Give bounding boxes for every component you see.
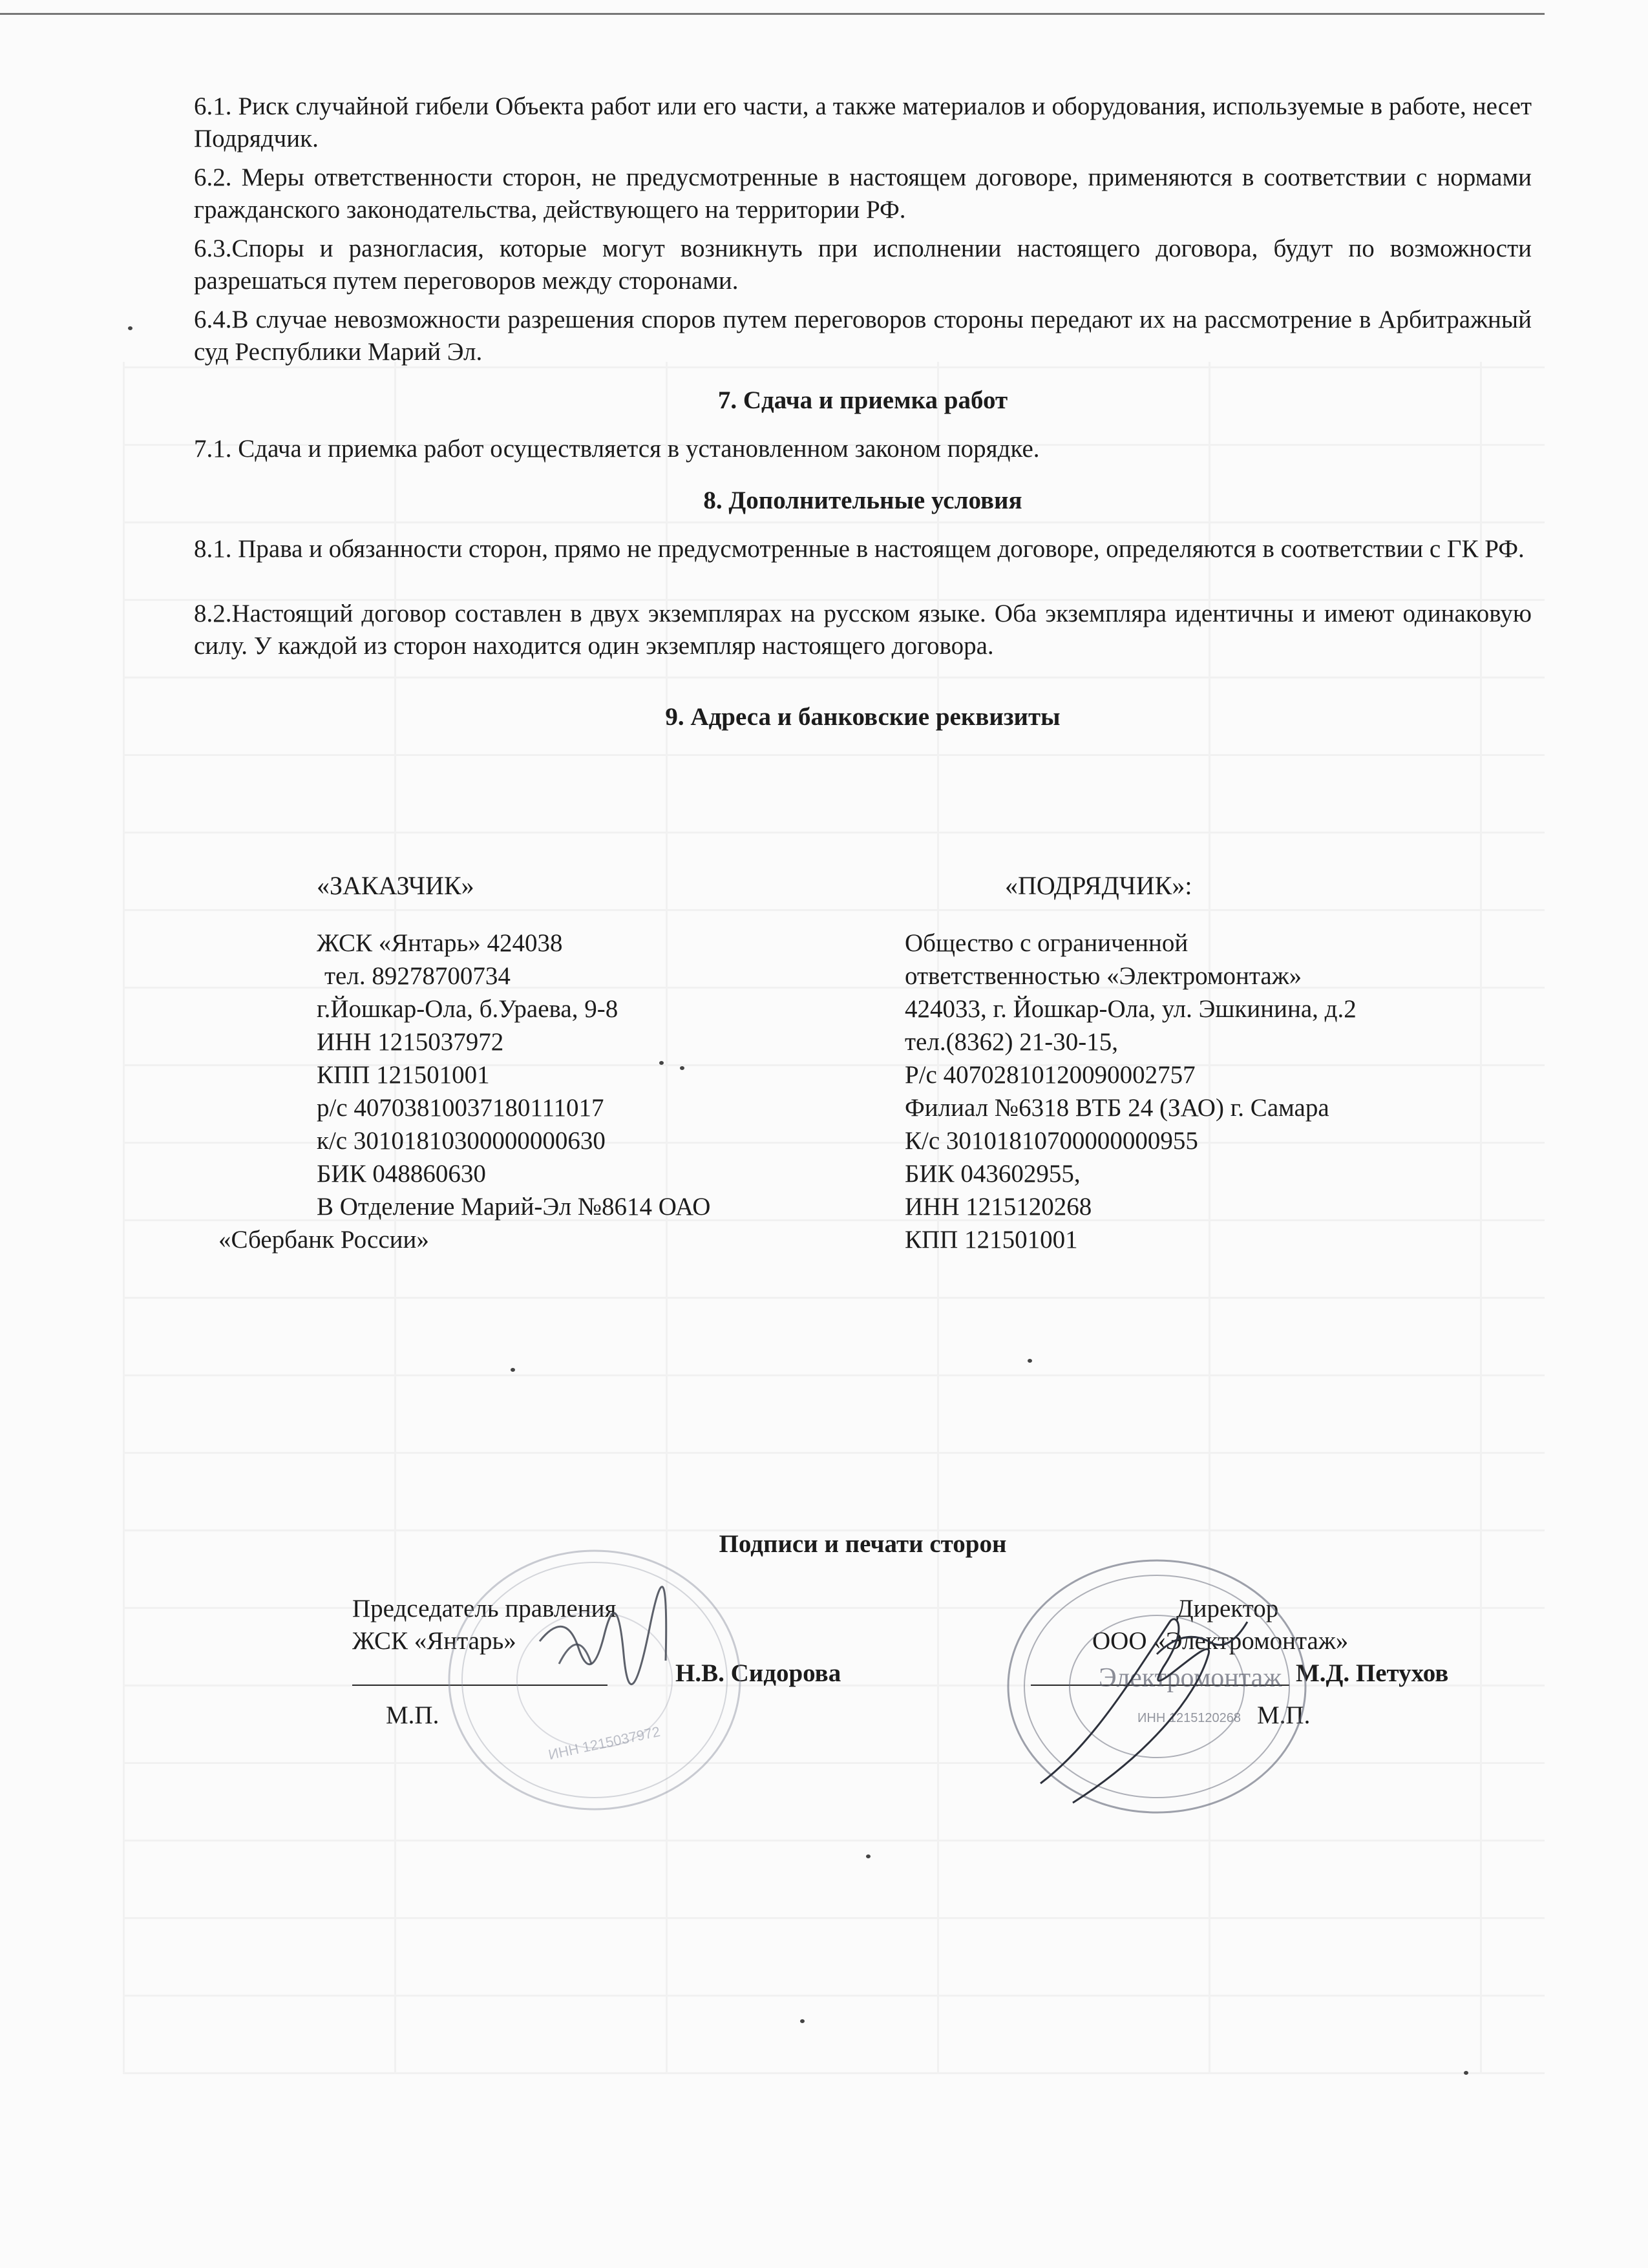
- right-seal-stamp: [1002, 1551, 1312, 1822]
- right-signer-name: М.Д. Петухов: [1296, 1659, 1449, 1687]
- contractor-line: ИНН 1215120268: [905, 1193, 1092, 1221]
- clause-7-1: 7.1. Сдача и приемка работ осуществляется в установленном законом порядке.: [194, 435, 1040, 463]
- section-8-heading: 8. Дополнительные условия: [703, 487, 1022, 514]
- customer-line: р/с 40703810037180111017: [317, 1094, 604, 1122]
- scan-speck: [659, 1061, 664, 1065]
- contractor-block: [905, 869, 1357, 1256]
- contractor-title: «ПОДРЯДЧИК»:: [1005, 871, 1192, 900]
- scan-speck: [511, 1368, 515, 1372]
- customer-line: к/с 30101810300000000630: [317, 1127, 606, 1155]
- right-signer-role: Директор: [1176, 1595, 1279, 1622]
- contractor-line: 424033, г. Йошкар-Ола, ул. Эшкинина, д.2: [905, 995, 1357, 1023]
- left-signer-org: ЖСК «Янтарь»: [352, 1627, 516, 1655]
- signatures-heading: Подписи и печати сторон: [719, 1530, 1007, 1558]
- left-signer-role: Председатель правления: [352, 1595, 617, 1622]
- page-top-rule: [0, 13, 1545, 15]
- clause-8-2: 8.2.Настоящий договор составлен в двух экземплярах на русском языке. Оба экземпляра идентичны и имеют одинаковую силу. У каждой из сторон находится один экземпляр настоящего договора.: [194, 600, 1532, 660]
- left-signer-name: Н.В. Сидорова: [675, 1659, 841, 1687]
- contractor-line: Общество с ограниченной: [905, 929, 1188, 957]
- contractor-line: КПП 121501001: [905, 1226, 1078, 1254]
- customer-line: тел. 89278700734: [324, 962, 511, 990]
- customer-line: ИНН 1215037972: [317, 1028, 504, 1056]
- clause-8-1: 8.1. Права и обязанности сторон, прямо не предусмотренные в настоящем договоре, определяются в соответствии с ГК РФ.: [194, 535, 1525, 563]
- contractor-line: ответственностью «Электромонтаж»: [905, 962, 1302, 990]
- customer-line: КПП 121501001: [317, 1061, 490, 1089]
- left-seal-stamp: [443, 1544, 746, 1816]
- clause-6-1: 6.1. Риск случайной гибели Объекта работ или его части, а также материалов и оборудования, используемые в работе, несет Подрядчик.: [194, 92, 1532, 152]
- customer-line: В Отделение Марий-Эл №8614 ОАО: [317, 1193, 711, 1221]
- customer-line: г.Йошкар-Ола, б.Ураева, 9-8: [317, 995, 618, 1023]
- clause-6-4: 6.4.В случае невозможности разрешения споров путем переговоров стороны передают их на рассмотрение в Арбитражный суд Республики Марий Эл.: [194, 306, 1532, 366]
- contractor-line: Р/с 40702810120090002757: [905, 1061, 1196, 1089]
- right-mp-label: М.П.: [1257, 1701, 1311, 1729]
- scan-speck: [1028, 1359, 1032, 1363]
- contractor-line: К/с 30101810700000000955: [905, 1127, 1198, 1155]
- scan-speck: [680, 1066, 684, 1070]
- customer-title: «ЗАКАЗЧИК»: [317, 871, 474, 900]
- left-mp-label: М.П.: [386, 1701, 439, 1729]
- customer-line: «Сбербанк России»: [218, 1226, 429, 1254]
- clause-6-2: 6.2. Меры ответственности сторон, не предусмотренные в настоящем договоре, применяются в соответствии с нормами гражданского законодательства, действующего на территории РФ.: [194, 163, 1532, 224]
- scan-speck: [128, 326, 132, 330]
- right-stamp-name: Электромонтаж: [1099, 1663, 1282, 1693]
- customer-line: БИК 048860630: [317, 1160, 486, 1188]
- right-signer-org: ООО «Электромонтаж»: [1092, 1627, 1349, 1655]
- scan-speck: [1464, 2071, 1468, 2075]
- scan-speck: [866, 1854, 871, 1858]
- scan-speck: [800, 2019, 805, 2023]
- section-9-heading: 9. Адреса и банковские реквизиты: [665, 703, 1061, 731]
- contractor-line: БИК 043602955,: [905, 1160, 1081, 1188]
- clause-6-3: 6.3.Споры и разногласия, которые могут возникнуть при исполнении настоящего договора, будут по возможности разрешаться путем переговоров между сторонами.: [194, 235, 1532, 295]
- left-stamp-inn: ИНН 1215037972: [547, 1723, 662, 1763]
- contractor-line: тел.(8362) 21-30-15,: [905, 1028, 1119, 1056]
- customer-block: [218, 869, 711, 1256]
- customer-line: ЖСК «Янтарь» 424038: [317, 929, 563, 957]
- right-stamp-inn: ИНН 1215120268: [1137, 1711, 1241, 1725]
- contractor-line: Филиал №6318 ВТБ 24 (ЗАО) г. Самара: [905, 1094, 1329, 1122]
- section-7-heading: 7. Сдача и приемка работ: [717, 386, 1008, 414]
